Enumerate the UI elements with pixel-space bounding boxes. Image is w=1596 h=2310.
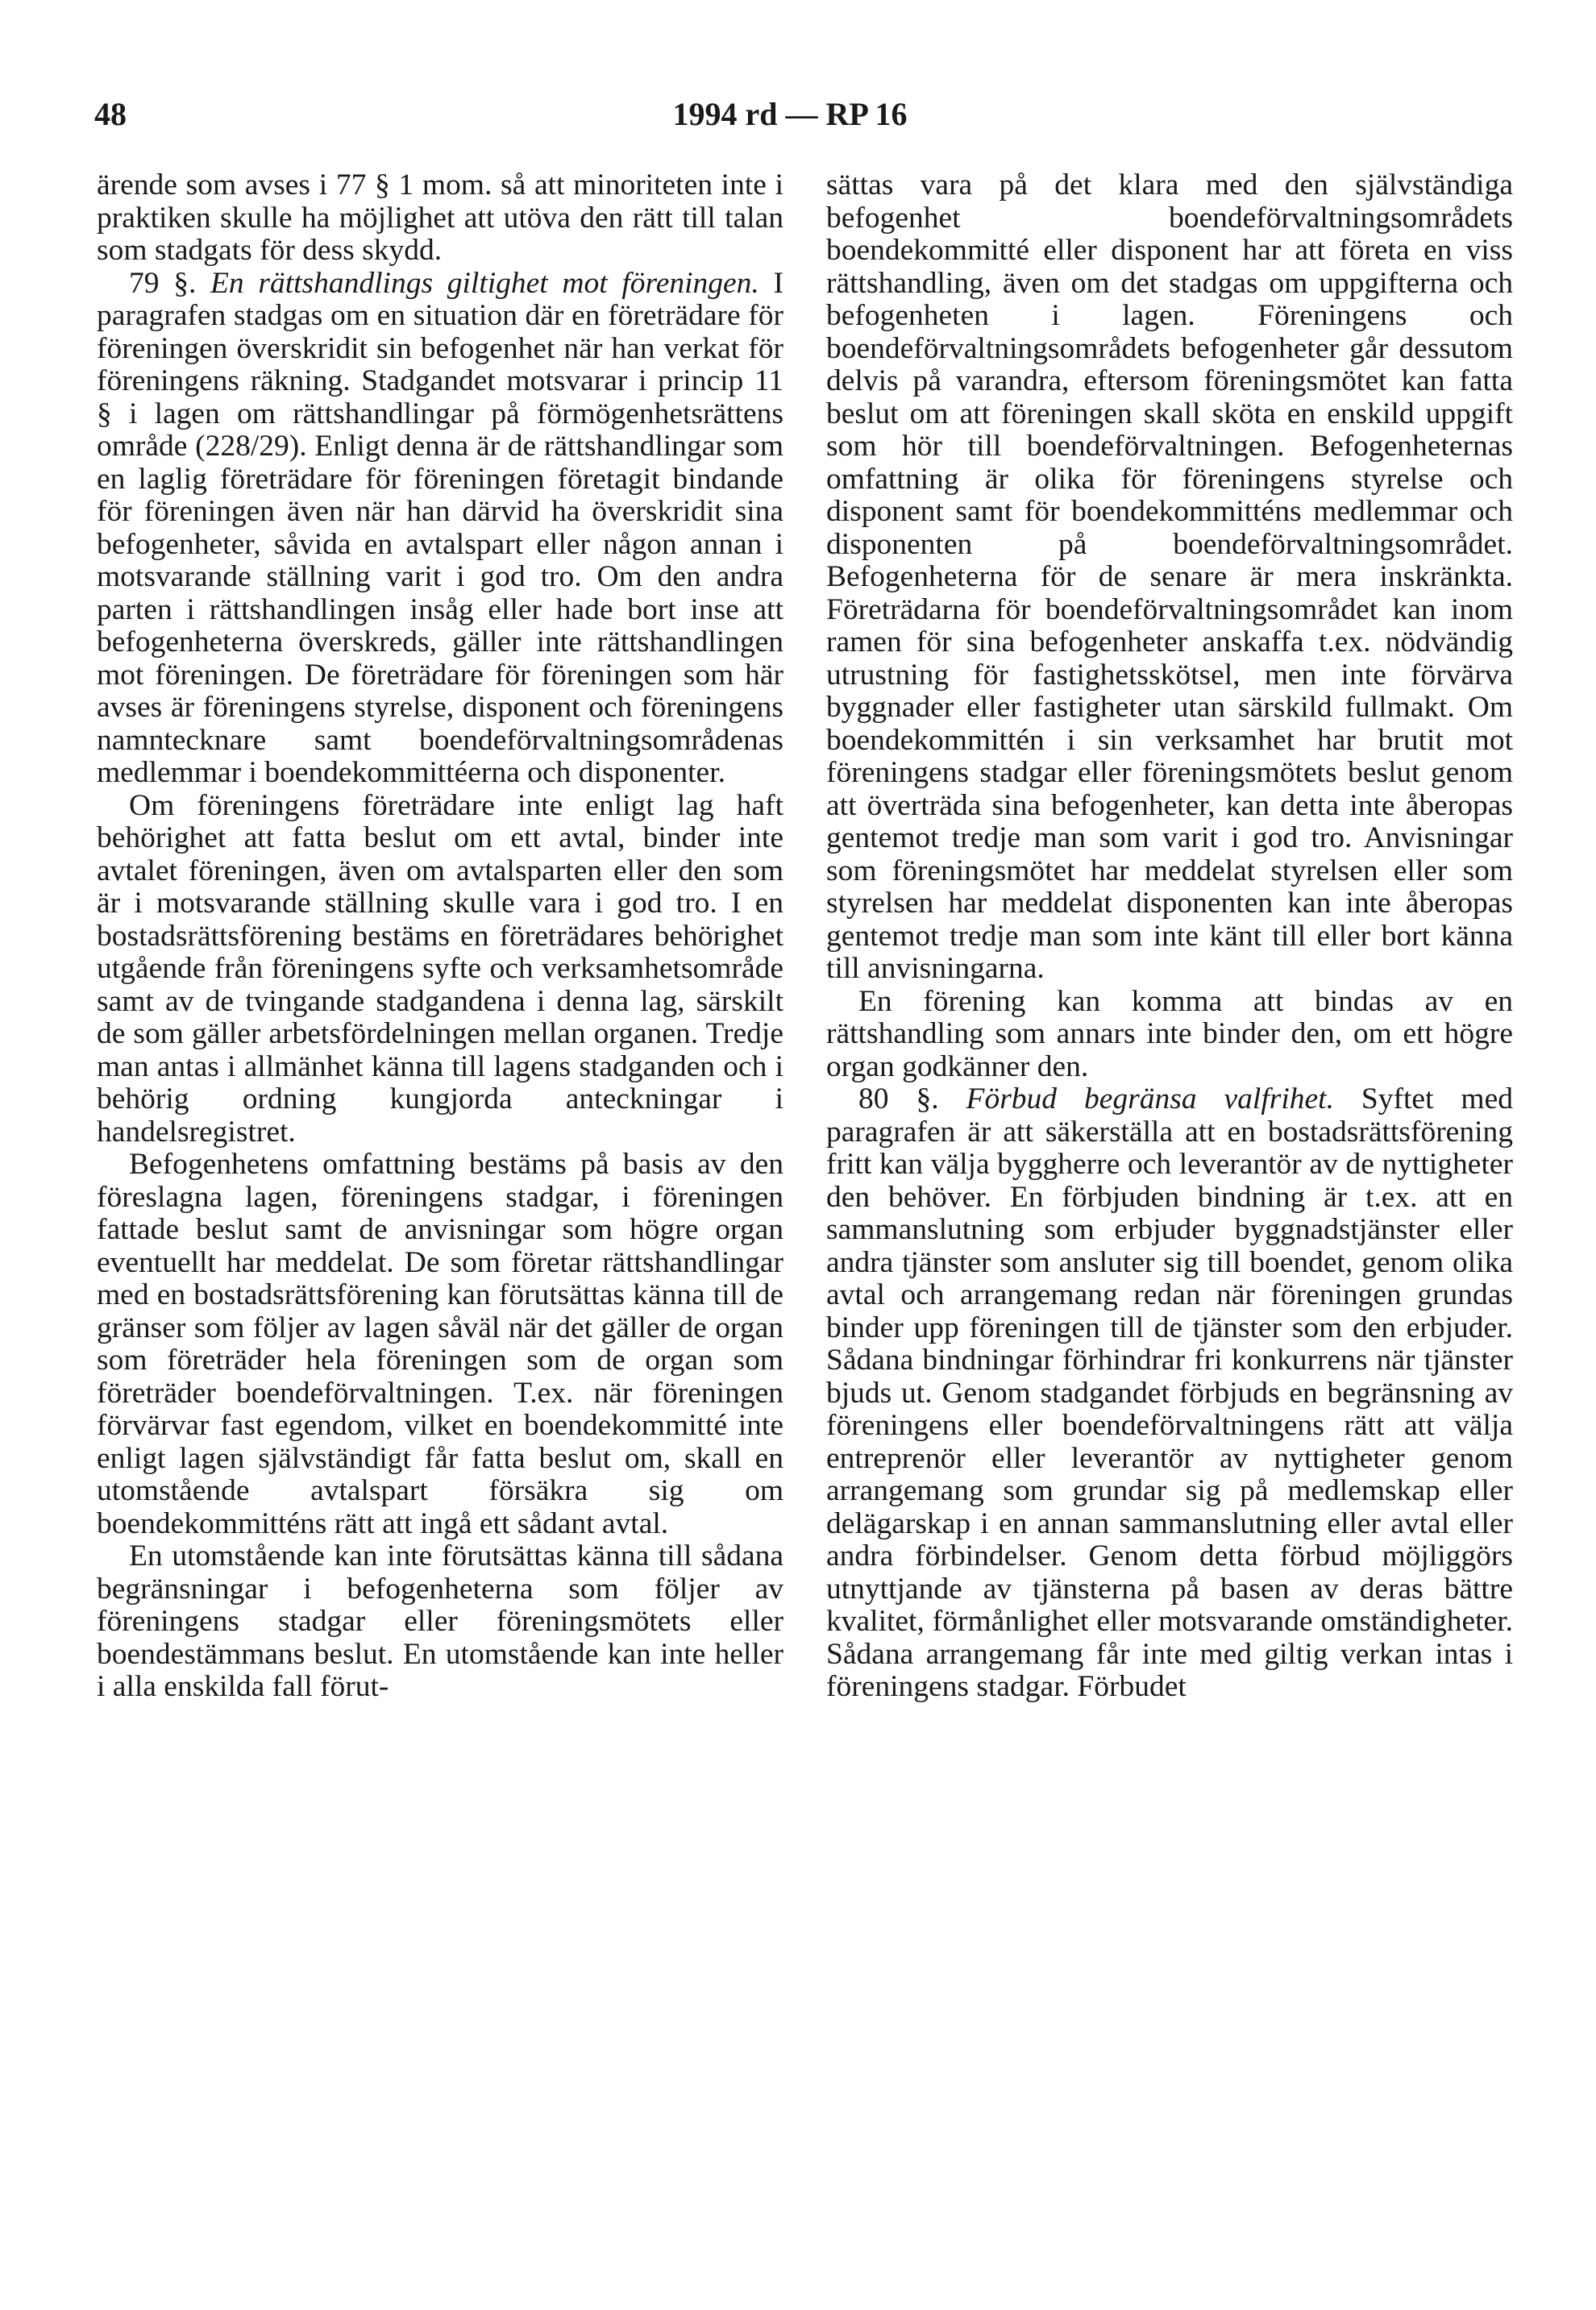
page-number: 48 bbox=[94, 96, 127, 132]
paragraph-text: Syftet med paragrafen är att säkerställa att en bostadsrättsförening fritt kan välja byggherre och leverantör av de nyttigheter den behöver. En förbjuden bindning är t.ex. att en sammanslutning som erbjuder byggnadstjänster eller andra tjänster som ansluter sig till boendet, genom olika avtal och arrangemang redan när föreningen grundas binder upp föreningen till de tjänster som den erbjuder. Sådana bindningar förhindrar fri konkurrens när tjänster bjuds ut. Genom stadgandet förbjuds en begränsning av föreningens eller boendeförvaltningens rätt att välja entreprenör eller leverantör av nyttigheter genom arrangemang som grundar sig på medlemskap eller delägarskap i en annan sammanslutning eller avtal eller andra förbindelser. Genom detta förbud möjliggörs utnyttjande av tjänsterna på basen av deras bättre kvalitet, förmånlighet eller motsvarande omständigheter. Sådana arrangemang får inte med giltig verkan intas i föreningens stadgar. Förbudet bbox=[826, 1082, 1513, 1703]
left-column bbox=[97, 169, 783, 1704]
paragraph-text: I paragrafen stadgas om en situation där en företrädare för föreningen överskridit sin befogenhet när han verkat för föreningens räkning. Stadgandet motsvarar i princip 11 § i lagen om rättshandlingar på förmögenhetsrättens område (228/29). Enligt denna är de rättshandlingar som en laglig företrädare för föreningen företagit bindande för föreningen även när han därvid ha överskridit sina befogenheter, såvida en avtalspart eller någon annan i motsvarande ställning varit i god tro. Om den andra parten i rättshandlingen insåg eller hade bort inse att befogenheterna överskreds, gäller inte rättshandlingen mot föreningen. De företrädare för föreningen som här avses är föreningens styrelse, disponent och föreningens namntecknare samt boendeförvaltningsområdenas medlemmar i boendekommittéerna och disponenter. bbox=[97, 266, 783, 789]
paragraph: ärende som avses i 77 § 1 mom. så att minoriteten inte i praktiken skulle ha möjlighet att utöva den rätt till talan som stadgats för dess skydd. bbox=[97, 168, 783, 267]
right-column bbox=[826, 169, 1513, 1704]
paragraph: En förening kan komma att bindas av en rättshandling som annars inte binder den, om ett högre organ godkänner den. bbox=[826, 984, 1513, 1083]
section-heading: Förbud begränsa valfrihet. bbox=[966, 1082, 1334, 1116]
paragraph: Om föreningens företrädare inte enligt lag haft behörighet att fatta beslut om ett avtal, binder inte avtalet föreningen, även om avtalsparten eller den som är i motsvarande ställning skulle vara i god tro. I en bostadsrättsförening bestäms en företrädares behörighet utgående från föreningens syfte och verksamhetsområde samt av de tvingande stadgandena i denna lag, särskilt de som gäller arbetsfördelningen mellan organen. Tredje man antas i allmänhet känna till lagens stadganden och i behörig ordning kungjorda anteckningar i handelsregistret. bbox=[97, 788, 783, 1149]
section-79-paragraph bbox=[97, 268, 783, 790]
running-title: 1994 rd — RP 16 bbox=[672, 96, 908, 132]
section-number: 80 §. bbox=[858, 1082, 966, 1116]
paragraph: sättas vara på det klara med den självständiga befogenhet boendeförvaltningsområdets boendekommitté eller disponent har att företa en viss rättshandling, även om det stadgas om uppgifterna och befogenheten i lagen. Föreningens och boendeförvaltningsområdets befogenheter går dessutom delvis på varandra, eftersom föreningsmötet kan fatta beslut om att föreningen skall sköta en enskild uppgift som hör till boendeförvaltningen. Befogenheternas omfattning är olika för föreningens styrelse och disponent samt för boendekommitténs medlemmar och disponenten på boendeförvaltningsområdet. Befogenheterna för de senare är mera inskränkta. Företrädarna för boendeförvaltningsområdet kan inom ramen för sina befogenheter anskaffa t.ex. nödvändig utrustning för fastighetsskötsel, men inte förvärva byggnader eller fastigheter utan särskild fullmakt. Om boendekommittén i sin verksamhet har brutit mot föreningens stadgar eller föreningsmötets beslut genom att överträda sina befogenheter, kan detta inte åberopas gentemot tredje man som varit i god tro. Anvisningar som föreningsmötet har meddelat styrelsen eller som styrelsen har meddelat disponenten kan inte åberopas gentemot tredje man som inte känt till eller bort känna till anvisningarna. bbox=[826, 168, 1513, 985]
section-heading: En rättshandlings giltighet mot föreningen. bbox=[210, 266, 759, 300]
page-header bbox=[0, 95, 1596, 143]
section-80-paragraph bbox=[826, 1083, 1513, 1704]
paragraph: En utomstående kan inte förutsättas känna till sådana begränsningar i befogenheterna som följer av föreningens stadgar eller föreningsmötets eller boendestämmans beslut. En utomstående kan inte heller i alla enskilda fall förut- bbox=[97, 1539, 783, 1703]
paragraph: Befogenhetens omfattning bestäms på basis av den föreslagna lagen, föreningens stadgar, i föreningen fattade beslut samt de anvisningar som högre organ eventuellt har meddelat. De som företar rättshandlingar med en bostadsrättsförening kan förutsättas känna till de gränser som följer av lagen såväl när det gäller de organ som företräder hela föreningen som de organ som företräder boendeförvaltningen. T.ex. när föreningen förvärvar fast egendom, vilket en boendekommitté inte enligt lagen självständigt får fatta beslut om, skall en utomstående avtalspart försäkra sig om boendekommitténs rätt att ingå ett sådant avtal. bbox=[97, 1148, 783, 1540]
section-number: 79 §. bbox=[129, 266, 210, 300]
